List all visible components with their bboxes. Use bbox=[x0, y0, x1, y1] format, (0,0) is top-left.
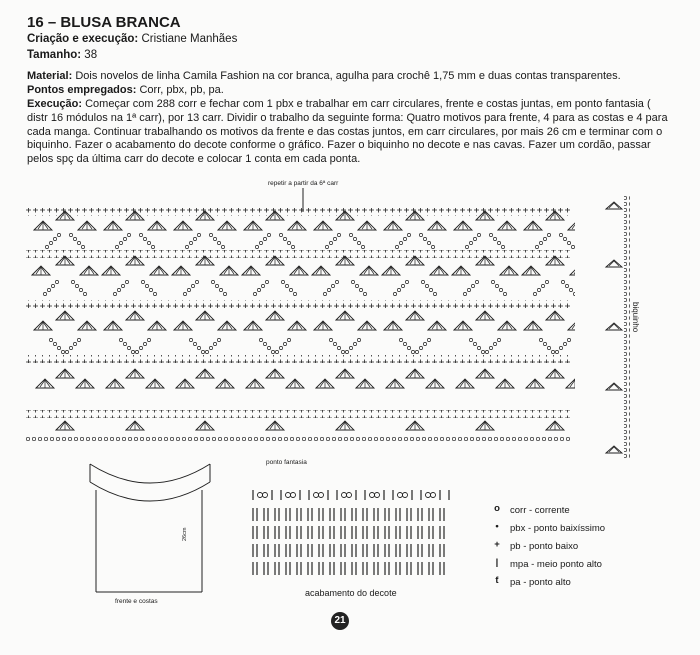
biquinho-label: biquinho bbox=[631, 302, 640, 333]
size-value: 38 bbox=[84, 49, 98, 61]
double-crochet-symbol-icon: ƭ bbox=[495, 575, 499, 586]
neckline-chart bbox=[250, 488, 460, 578]
page-number: 21 bbox=[331, 612, 349, 630]
single-crochet-symbol-icon: + bbox=[494, 539, 500, 550]
slip-stitch-symbol-icon: • bbox=[495, 521, 499, 532]
half-double-symbol-icon: | bbox=[495, 557, 499, 568]
chain-symbol-icon: o bbox=[494, 503, 500, 514]
height-label: 26cm bbox=[182, 527, 188, 541]
legend-text: pa - ponto alto bbox=[510, 577, 571, 588]
chart-caption: ponto fantasia bbox=[266, 459, 307, 466]
legend-text: pb - ponto baixo bbox=[510, 541, 579, 552]
credit-label: Criação e execução: bbox=[27, 33, 139, 45]
stitches-label: Pontos empregados: bbox=[27, 84, 137, 96]
material-paragraph bbox=[27, 70, 672, 84]
page-title: 16 – BLUSA BRANCA bbox=[27, 14, 181, 31]
material-label: Material: bbox=[27, 70, 73, 82]
size-line bbox=[27, 49, 97, 61]
stitches-paragraph bbox=[27, 84, 672, 98]
biquinho-chart bbox=[598, 195, 648, 465]
repeat-note: repetir a partir da 6ª carr bbox=[268, 180, 339, 187]
credit-value: Cristiane Manhães bbox=[141, 33, 238, 45]
legend-text: corr - corrente bbox=[510, 505, 570, 516]
material-text: Dois novelos de linha Camila Fashion na cor branca, agulha para crochê 1,75 mm e duas contas transparentes. bbox=[75, 70, 621, 82]
execution-label: Execução: bbox=[27, 98, 83, 110]
credit-line bbox=[27, 33, 237, 45]
execution-paragraph bbox=[27, 98, 672, 167]
stitches-text: Corr, pbx, pb, pa. bbox=[139, 84, 224, 96]
execution-text: Começar com 288 corr e fechar com 1 pbx e trabalhar em carr circulares, frente e costas juntas, em ponto fantasia ( distr 16 módulos na 1ª carr), por 13 carr. Dividir o trabalho da seguinte forma: Quatro motivos para frente, 4 para as costas e 4 para cada manga. Continuar trabalhando os motivos da frente e das costas juntos, em carr circulares, por mais 26 cm e terminar com o biquinho. Fazer o acabamento do decote conforme o gráfico. Fazer o biquinho no decote e nas cavas. Fazer um cordão, passar pelos spç da última carr do decote e colocar 1 conta em cada ponta. bbox=[27, 98, 668, 166]
size-label: Tamanho: bbox=[27, 49, 82, 61]
neckline-caption: acabamento do decote bbox=[305, 588, 397, 598]
legend-text: mpa - meio ponto alto bbox=[510, 559, 602, 570]
body-schematic bbox=[88, 462, 218, 597]
crochet-chart bbox=[25, 190, 575, 445]
schematic-caption: frente e costas bbox=[115, 598, 158, 605]
legend-text: pbx - ponto baixíssimo bbox=[510, 523, 606, 534]
